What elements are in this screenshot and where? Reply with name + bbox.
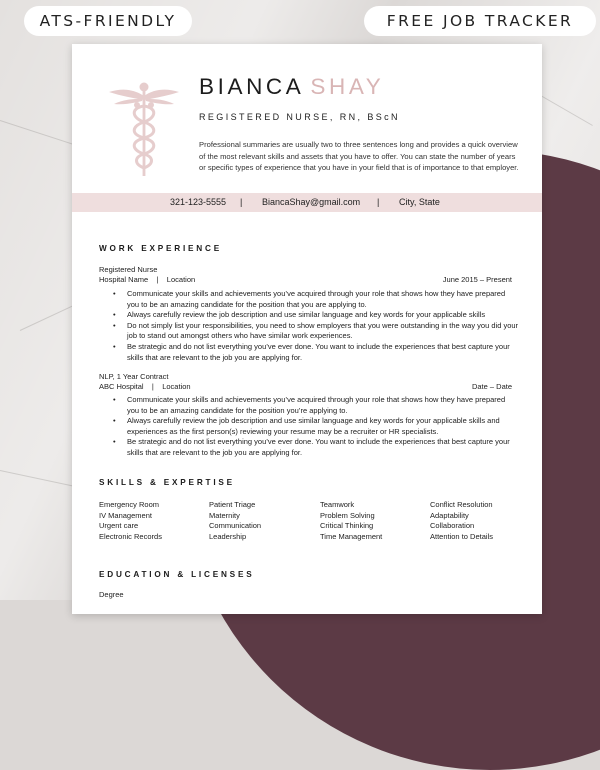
free-job-tracker-badge: FREE JOB TRACKER xyxy=(364,6,596,36)
job-bullets xyxy=(99,289,519,363)
work-experience-heading: WORK EXPERIENCE xyxy=(99,244,222,253)
skill-item: Attention to Details xyxy=(430,531,493,541)
skill-item: Urgent care xyxy=(99,521,139,531)
skill-item: Communication xyxy=(209,521,262,531)
bullet-item: • Communicate your skills and achievements you’ve acquired through your role that shows how they have prepared you to be an amazing candidate for the position you’re applying to. xyxy=(99,395,519,416)
skill-item: Leadership xyxy=(209,531,247,541)
skills-column xyxy=(99,500,209,542)
skill-item: Critical Thinking xyxy=(320,521,374,531)
bullet-item: • Be strategic and do not list everything you’ve ever done. You want to include the experiences that best capture your skills that are relevant to the job you are applying for. xyxy=(99,342,519,363)
skills-column xyxy=(209,500,319,542)
bullet-item: • Do not simply list your responsibilities, you need to show employers that you were outstanding in the way you did your job to stand out amongst others who have similar work experiences. xyxy=(99,321,519,342)
skill-item: Maternity xyxy=(209,510,240,520)
skill-item: Time Management xyxy=(320,531,383,541)
candidate-name xyxy=(199,74,384,100)
location: City, State xyxy=(399,197,440,207)
skill-item: Collaboration xyxy=(430,521,475,531)
email-address: BiancaShay@gmail.com xyxy=(262,197,361,207)
job-role: NLP, 1 Year Contract xyxy=(99,372,169,381)
skill-item: IV Management xyxy=(99,510,152,520)
resume-page xyxy=(72,44,542,614)
marble-vein xyxy=(0,470,78,488)
ats-friendly-badge: ATS-FRIENDLY xyxy=(24,6,192,36)
job-bullets xyxy=(99,395,519,459)
skills-column xyxy=(430,500,540,542)
job-org: ABC Hospital | Location xyxy=(99,382,191,391)
bullet-item: • Communicate your skills and achievements you’ve acquired through your role that shows how they have prepared you to be an amazing candidate for the position that you are applying to. xyxy=(99,289,519,310)
skill-item: Teamwork xyxy=(320,500,355,509)
skill-item: Emergency Room xyxy=(99,500,160,509)
job-title: REGISTERED NURSE, RN, BSᴄN xyxy=(199,112,400,122)
skills-heading: SKILLS & EXPERTISE xyxy=(99,478,235,487)
job-dates: June 2015 – Present xyxy=(442,275,512,284)
contact-bar xyxy=(72,193,542,212)
first-name: BIANCA xyxy=(199,74,305,99)
skills-column xyxy=(320,500,430,542)
skill-item: Patient Triage xyxy=(209,500,256,509)
job-role: Registered Nurse xyxy=(99,265,158,274)
bullet-item: • Always carefully review the job description and use similar language and key words for your applicable skills xyxy=(99,310,519,321)
professional-summary: Professional summaries are usually two to three sentences long and provides a quick overview of the most relevant skills and assets that you have to offer. You can state the number of years or specific types of experience that you have in your field that is of importance to that employer. xyxy=(199,140,519,172)
job-dates: Date – Date xyxy=(471,382,512,391)
bullet-item: • Always carefully review the job description and use similar language and key words for your applicable skills and experiences as the first person(s) reviewing your resume may be a recruiter or HR specialists. xyxy=(99,416,519,437)
skill-item: Conflict Resolution xyxy=(430,500,493,509)
contact-separator: | xyxy=(377,197,380,207)
education-degree: Degree xyxy=(99,590,124,599)
education-heading: EDUCATION & LICENSES xyxy=(99,570,255,579)
phone-number: 321-123-5555 xyxy=(170,197,227,207)
skill-item: Problem Solving xyxy=(320,510,375,520)
contact-separator: | xyxy=(240,197,243,207)
last-name: SHAY xyxy=(310,74,385,99)
skill-item: Electronic Records xyxy=(99,531,162,541)
bullet-item: • Be strategic and do not list everything you’ve ever done. You want to include the experiences that best capture your skills that are relevant to the job you are applying for. xyxy=(99,437,519,458)
caduceus-icon xyxy=(108,78,180,178)
skill-item: Adaptability xyxy=(430,510,469,520)
job-org: Hospital Name | Location xyxy=(99,275,196,284)
